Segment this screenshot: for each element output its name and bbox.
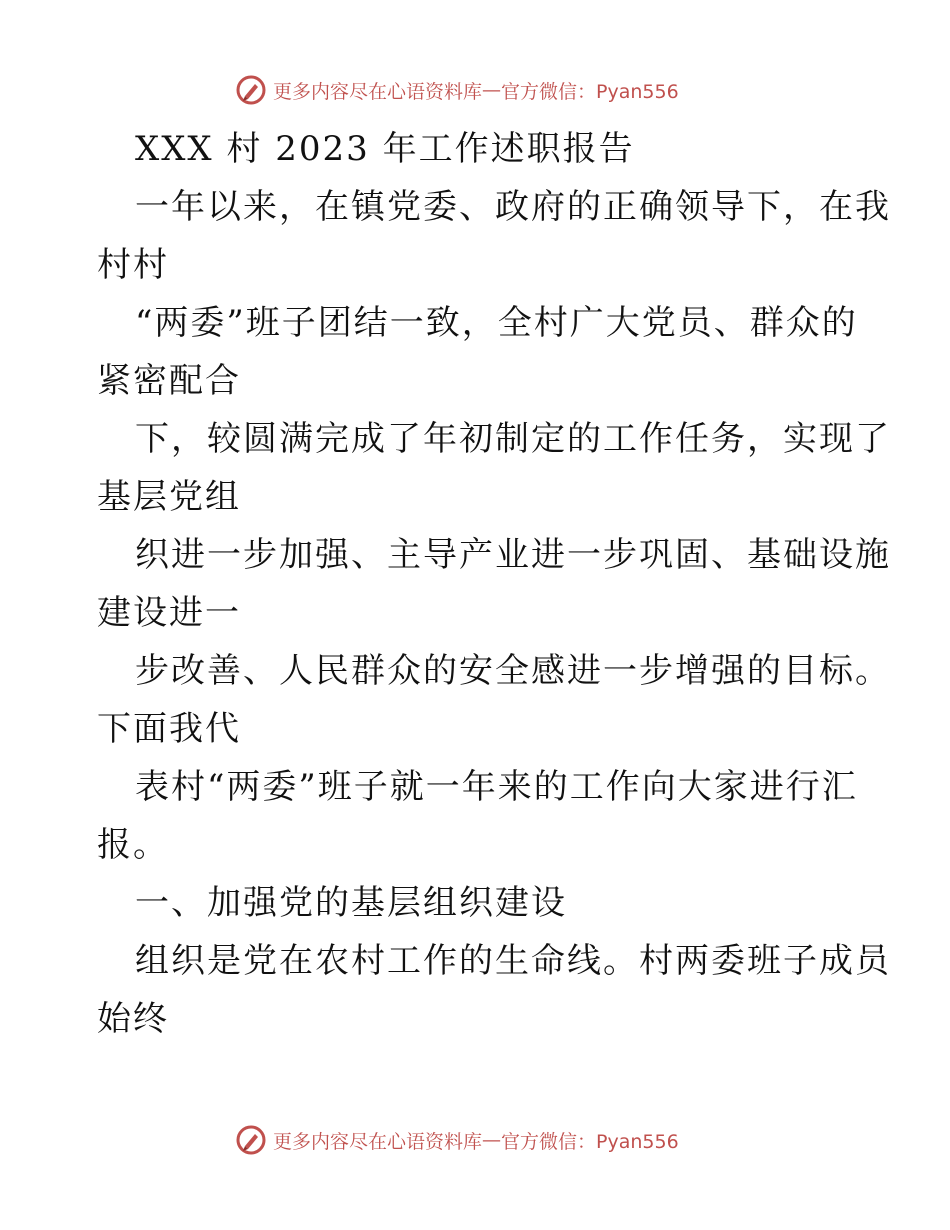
watermark-header: [235, 72, 755, 108]
pen-circle-logo-icon: [235, 74, 267, 106]
doc-line: 建设进一: [97, 593, 241, 633]
doc-line: 下面我代: [97, 709, 241, 749]
doc-line: 下，较圆满完成了年初制定的工作任务，实现了: [135, 419, 891, 459]
doc-line: 步改善、人民群众的安全感进一步增强的目标。: [135, 651, 891, 691]
watermark-dash: —: [482, 79, 502, 101]
doc-line: 基层党组: [97, 477, 241, 517]
watermark-wechat: 官方微信：Pyan556: [501, 1130, 679, 1153]
watermark-footer: [235, 1122, 755, 1158]
doc-line: 表村“两委”班子就一年来的工作向大家进行汇: [135, 767, 858, 807]
watermark-text: 更多内容尽在心语资料库: [273, 1130, 483, 1153]
watermark-dash: —: [482, 1129, 502, 1151]
watermark-text: 更多内容尽在心语资料库: [273, 80, 483, 103]
doc-line: 始终: [97, 999, 169, 1039]
doc-line: XXX 村 2023 年工作述职报告: [135, 129, 635, 169]
doc-line: “两委”班子团结一致，全村广大党员、群众的: [135, 303, 858, 343]
doc-line: 报。: [97, 825, 169, 865]
doc-line: 组织是党在农村工作的生命线。村两委班子成员: [135, 941, 891, 981]
doc-line: 村村: [97, 245, 169, 285]
watermark-wechat: 官方微信：Pyan556: [501, 80, 679, 103]
doc-line: 紧密配合: [97, 361, 241, 401]
doc-line: 织进一步加强、主导产业进一步巩固、基础设施: [135, 535, 891, 575]
doc-line: 一年以来，在镇党委、政府的正确领导下，在我: [135, 187, 891, 227]
doc-line: 一、加强党的基层组织建设: [135, 883, 567, 923]
document-body: [97, 120, 891, 1048]
pen-circle-logo-icon: [235, 1124, 267, 1156]
